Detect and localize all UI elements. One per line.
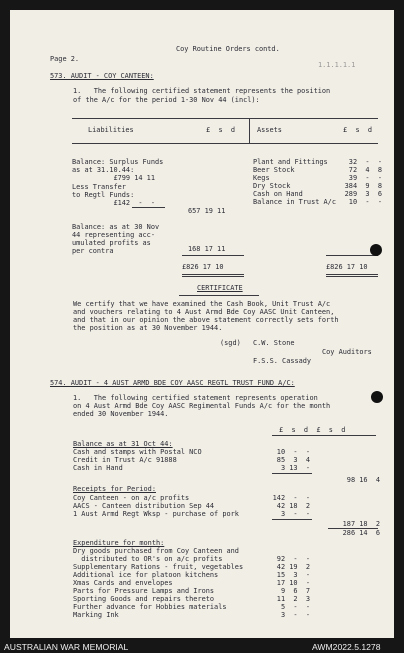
expenditure-label: Additional ice for platoon kitchens — [73, 571, 219, 579]
table-divider — [249, 119, 250, 143]
liability-note-amount: 168 17 11 — [188, 245, 226, 253]
balance-label: Cash and stamps with Postal NCO — [73, 448, 202, 456]
asset-amount: 39 - - — [348, 174, 382, 182]
expenditure-heading: Expenditure for month: — [73, 539, 165, 547]
asset-label: Cash on Hand — [253, 190, 303, 198]
liabilities-header: Liabilities — [88, 126, 134, 134]
expenditure-label: distributed to OR's on a/c profits — [73, 555, 223, 563]
asset-amount: 32 - - — [348, 158, 382, 166]
liability-note-line: Balance: as at 30 Nov — [72, 223, 160, 231]
table-header-rule — [72, 143, 378, 144]
expenditure-amount: 11 2 3 — [276, 595, 310, 603]
item-574-para-line: 1. The following certified statement represents operation — [73, 394, 318, 402]
grand-total: 286 14 6 — [342, 529, 380, 537]
expenditure-amount: 92 - - — [276, 555, 310, 563]
liability-line: Balance: Surplus Funds — [72, 158, 164, 166]
balance-amount: 85 3 4 — [276, 456, 310, 464]
expenditure-amount: 3 - - — [280, 611, 310, 619]
balance-label: Credit in Trust A/c 91888 — [73, 456, 177, 464]
liability-total-double-rule — [182, 274, 244, 277]
signer-name: C.W. Stone — [253, 339, 295, 347]
footer-archive-id: AWM2022.5.1278 — [312, 642, 381, 652]
receipt-label: AACS - Canteen distribution Sep 44 — [73, 502, 215, 510]
expenditure-label: Parts for Pressure Lamps and Irons — [73, 587, 215, 595]
receipts-rule — [272, 519, 312, 520]
liability-total-rule — [182, 255, 244, 256]
receipt-amount: 42 18 2 — [276, 502, 310, 510]
liability-line: £799 14 11 — [72, 174, 155, 182]
expenditure-amount: 5 - - — [280, 603, 310, 611]
liability-subtotal: 657 19 11 — [188, 207, 226, 215]
expenditure-label: Xmas Cards and envelopes — [73, 579, 173, 587]
page-number: Page 2. — [50, 55, 80, 63]
assets-header: Assets — [257, 126, 282, 134]
asset-label: Dry Stock — [253, 182, 291, 190]
expenditure-label: Sporting Goods and repairs thereto — [73, 595, 215, 603]
punch-hole-icon — [370, 244, 382, 256]
expenditure-label: Further advance for Hobbies materials — [73, 603, 227, 611]
item-574-para-line: ended 30 November 1944. — [73, 410, 169, 418]
receipt-label: Coy Canteen - on a/c profits — [73, 494, 190, 502]
liability-line: to Regtl Funds: — [72, 191, 135, 199]
expenditure-amount: 17 10 - — [276, 579, 310, 587]
liability-line: as at 31.10.44: — [72, 166, 135, 174]
signer-name: F.S.S. Cassady — [253, 357, 312, 365]
asset-label: Balance in Trust A/c — [253, 198, 336, 206]
liability-total: £826 17 10 — [182, 263, 224, 271]
certificate-line: and that in our opinion the above statement correctly sets forth — [73, 316, 339, 324]
liability-line: Less Transfer — [72, 183, 126, 191]
receipt-label: 1 Aust Armd Regt Wksp - purchase of pork — [73, 510, 239, 518]
expenditure-amount: 42 19 2 — [276, 563, 310, 571]
balance-total: 98 16 4 — [346, 476, 380, 484]
footer-archive-name: AUSTRALIAN WAR MEMORIAL — [4, 642, 129, 652]
asset-amount: 289 3 6 — [344, 190, 382, 198]
expenditure-label: Supplementary Rations - fruit, vegetables — [73, 563, 244, 571]
expenditure-amount: 9 6 7 — [280, 587, 310, 595]
lsd-column-header: £ s d £ s d — [279, 426, 346, 434]
column-header-rule — [272, 435, 376, 436]
balance-amount: 10 - - — [276, 448, 310, 456]
item-574-para-line: on 4 Aust Armd Bde Coy AASC Regimental Funds A/c for the month — [73, 402, 331, 410]
certificate-line: the position as at 30 November 1944. — [73, 324, 223, 332]
certificate-line: and vouchers relating to 4 Aust Armd Bde Coy AASC Unit Canteen, — [73, 308, 335, 316]
lsd-header: £ s d — [206, 126, 236, 134]
asset-label: Kegs — [253, 174, 270, 182]
item-573-para-line: of the A/c for the period 1-30 Nov 44 (incl): — [73, 96, 260, 104]
balance-label: Cash in Hand — [73, 464, 123, 472]
document-title: Coy Routine Orders contd. — [176, 45, 280, 53]
expenditure-label: Marking Ink — [73, 611, 119, 619]
certificate-line: We certify that we have examined the Cash Book, Unit Trust A/c — [73, 300, 331, 308]
document-page — [10, 10, 394, 638]
liability-note-line: per contra — [72, 247, 114, 255]
asset-total-rule — [326, 255, 378, 256]
receipts-total: 187 18 2 — [342, 520, 380, 528]
subtraction-rule — [132, 207, 165, 208]
item-573-para-line: 1. The following certified statement represents the position — [73, 87, 331, 95]
item-573-heading: 573. AUDIT - COY CANTEEN: — [50, 72, 154, 80]
liability-line: £142 - - — [72, 199, 155, 207]
receipt-amount: 3 - - — [280, 510, 310, 518]
balance-rule — [272, 473, 312, 474]
signers-role: Coy Auditors — [322, 348, 372, 356]
asset-amount: 72 4 8 — [348, 166, 382, 174]
asset-label: Plant and Fittings — [253, 158, 328, 166]
asset-amount: 384 9 8 — [344, 182, 382, 190]
certificate-heading: CERTIFICATE — [197, 284, 243, 292]
receipt-amount: 142 - - — [272, 494, 310, 502]
liability-note-line: umulated profits as — [72, 239, 151, 247]
liability-note-line: 44 representing acc- — [72, 231, 155, 239]
balance-amount: 3 13 - — [280, 464, 310, 472]
receipts-heading: Receipts for Period: — [73, 485, 156, 493]
punch-hole-icon — [371, 391, 383, 403]
expenditure-label: Dry goods purchased from Coy Canteen and — [73, 547, 239, 555]
certificate-rule — [179, 295, 259, 296]
asset-label: Beer Stock — [253, 166, 295, 174]
table-top-rule — [72, 118, 378, 119]
item-574-heading: 574. AUDIT - 4 AUST ARMD BDE COY AASC REGTL TRUST FUND A/C: — [50, 379, 295, 387]
asset-total: £826 17 10 — [326, 263, 368, 271]
sgd-label: (sgd) — [220, 339, 241, 347]
lsd-header: £ s d — [343, 126, 373, 134]
expenditure-amount: 15 3 - — [276, 571, 310, 579]
balance-heading: Balance as at 31 Oct 44: — [73, 440, 173, 448]
asset-amount: 10 - - — [348, 198, 382, 206]
corner-mark: 1.1.1.1.1 — [318, 61, 356, 69]
asset-total-double-rule — [326, 274, 378, 277]
